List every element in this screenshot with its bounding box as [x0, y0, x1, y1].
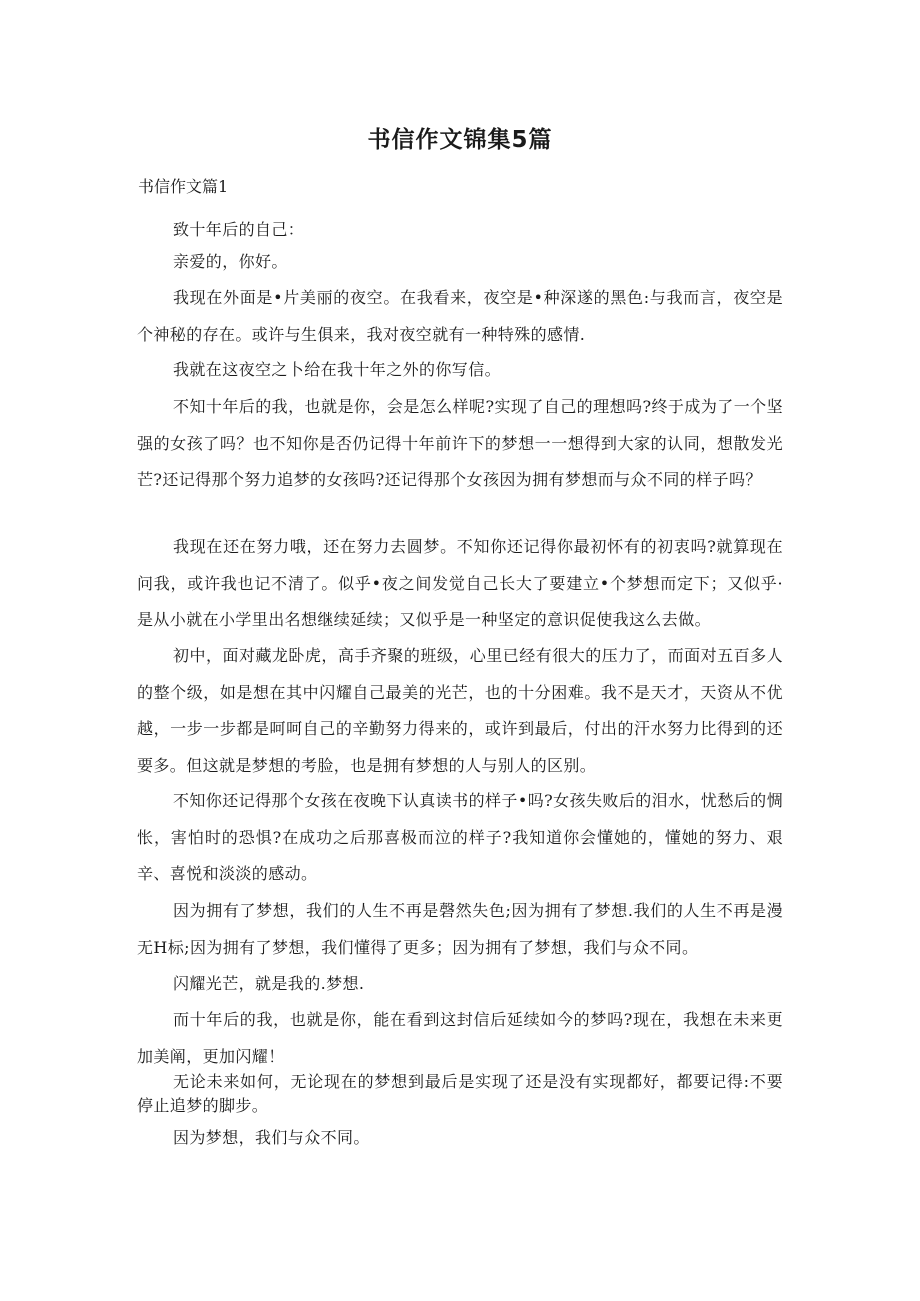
paragraph-writing-letter: 我就在这夜空之卜给在我十年之外的你写信。	[173, 360, 502, 379]
paragraph-greeting: 亲爱的，你好。	[173, 252, 288, 271]
paragraph-never-stop: 无论未来如何，无论现在的梦想到最后是实现了还是没有实现都好，都要记得:不要停止追梦的脚步。	[137, 1072, 783, 1115]
section-heading: 书信作文篇1	[138, 177, 229, 196]
paragraph-junior-high: 初中，面对藏龙卧虎，高手齐聚的班级，心里已经有很大的压力了，而面对五百多人的整个级，如是想在其中闪耀自己最美的光芒，也的十分困难。我不是天才，天资从不优越，一步一步都是呵呵自己的辛勤努力得来的，或许到最后，付出的汗水努力比得到的还要多。但这就是梦想的考脸，也是拥有梦想的人与别人的区别。	[137, 646, 783, 775]
paragraph-still-trying: 我现在还在努力哦，还在努力去圆梦。不知你还记得你最初怀有的初衷吗?就算现在问我，或许我也记不清了。似乎•夜之间发觉自己长大了要建立•个梦想而定下；又似乎·是从小就在小学里出名想继续延续；又似乎是一种坚定的意识促使我这么去做。	[137, 537, 783, 630]
paragraph-salutation: 致十年后的自己：	[173, 220, 305, 239]
paragraph-future-self: 不知十年后的我，也就是你，会是怎么样呢?实现了自己的理想吗?终于成为了一个坚强的女孩了吗？也不知你是否仍记得十年前许下的梦想一一想得到大家的认同，想散发光芒?还记得那个努力追梦的女孩吗?还记得那个女孩因为拥有梦想而与众不同的样子吗？	[137, 397, 783, 490]
document-title: 书信作文锦集5篇	[367, 127, 553, 153]
paragraph-ten-years-later: 而十年后的我，也就是你，能在看到这封信后延续如今的梦吗?现在，我想在未来更加美阐，更加闪耀！	[137, 1010, 783, 1066]
paragraph-shine: 闪耀光芒，就是我的.梦想.	[173, 974, 365, 993]
paragraph-night-sky: 我现在外面是•片美丽的夜空。在我看来，夜空是•种深遂的黑色:与我而言，夜空是个神秘的存在。或许与生俱来，我对夜空就有一种特殊的感情.	[137, 288, 783, 344]
paragraph-remember-girl: 不知你还记得那个女孩在夜晚下认真读书的样子•吗?女孩失败后的泪水，忧愁后的惆怅，害怕时的恐惧?在成功之后那喜极而泣的样子?我知道你会懂她的，懂她的努力、艰辛、喜悦和淡淡的感动。	[137, 791, 783, 884]
paragraph-closing: 因为梦想，我们与众不同。	[173, 1128, 370, 1147]
paragraph-because-dream: 因为拥有了梦想，我们的人生不再是磬然失色;因为拥有了梦想.我们的人生不再是漫无H标;因为拥有了梦想，我们懂得了更多；因为拥有了梦想，我们与众不同。	[137, 901, 783, 957]
